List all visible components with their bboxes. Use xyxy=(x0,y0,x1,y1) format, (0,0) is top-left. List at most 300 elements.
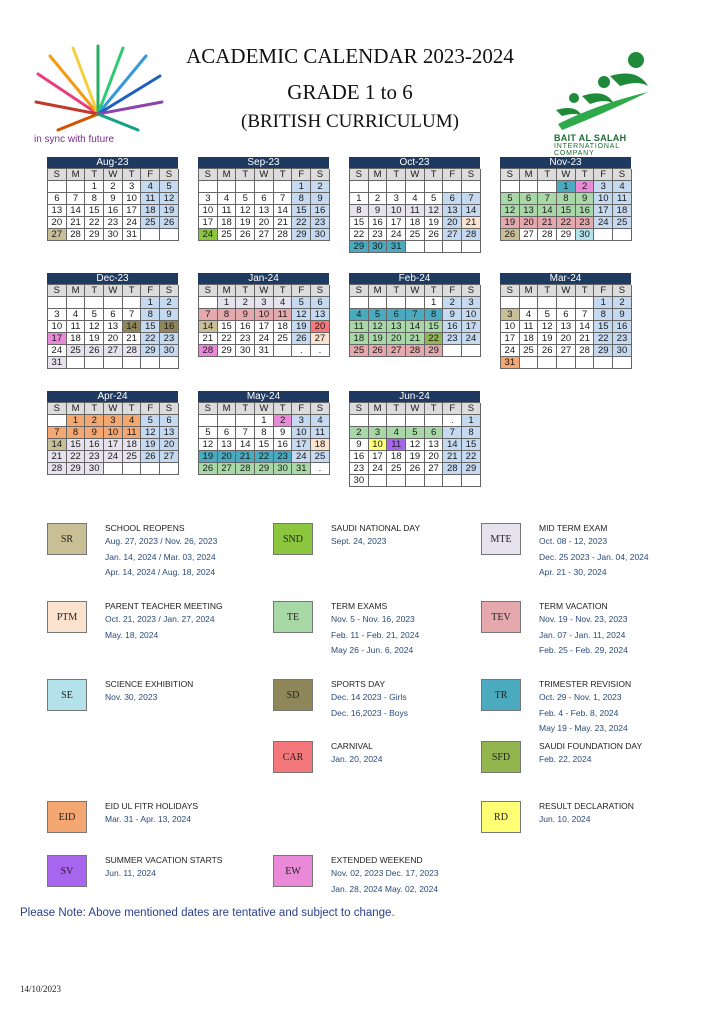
day-cell xyxy=(67,181,86,193)
day-cell: 13 xyxy=(311,309,330,321)
day-cell: 16 xyxy=(350,451,369,463)
day-cell: 4 xyxy=(613,181,632,193)
day-cell: 1 xyxy=(141,297,160,309)
day-cell xyxy=(501,181,520,193)
month-days xyxy=(198,168,329,241)
day-cell: 5 xyxy=(292,297,311,309)
weekday-label: T xyxy=(274,285,293,297)
day-cell: 6 xyxy=(557,309,576,321)
day-cell: 29 xyxy=(350,241,369,253)
weekday-label: S xyxy=(311,403,330,415)
day-cell xyxy=(557,357,576,369)
day-cell xyxy=(160,357,179,369)
weekday-label: M xyxy=(520,285,539,297)
weekday-label: S xyxy=(199,403,218,415)
day-cell: 3 xyxy=(199,193,218,205)
day-cell xyxy=(218,415,237,427)
day-cell: 8 xyxy=(350,205,369,217)
day-cell: 3 xyxy=(48,309,67,321)
day-cell: 18 xyxy=(613,205,632,217)
month-4 xyxy=(47,273,178,369)
day-cell: 13 xyxy=(218,439,237,451)
day-cell xyxy=(406,181,425,193)
day-cell xyxy=(123,357,142,369)
day-cell: 17 xyxy=(104,439,123,451)
day-cell: 19 xyxy=(369,333,388,345)
day-cell: 28 xyxy=(462,229,481,241)
day-cell: 9 xyxy=(576,193,595,205)
day-cell: 2 xyxy=(160,297,179,309)
day-cell: 13 xyxy=(48,205,67,217)
day-cell xyxy=(520,181,539,193)
day-cell: 17 xyxy=(501,333,520,345)
day-cell: 23 xyxy=(311,217,330,229)
day-cell xyxy=(387,181,406,193)
day-cell: 14 xyxy=(443,439,462,451)
day-cell: 29 xyxy=(67,463,86,475)
day-cell: 7 xyxy=(443,427,462,439)
day-cell: 17 xyxy=(462,321,481,333)
day-cell: 28 xyxy=(274,229,293,241)
day-cell xyxy=(67,357,86,369)
day-cell: 20 xyxy=(48,217,67,229)
day-cell: 7 xyxy=(274,193,293,205)
weekday-label: S xyxy=(350,403,369,415)
weekday-label: W xyxy=(104,285,123,297)
weekday-label: F xyxy=(292,169,311,181)
legend-date: Jan. 07 - Jan. 11, 2024 xyxy=(539,629,626,640)
day-cell xyxy=(255,181,274,193)
day-cell: 7 xyxy=(199,309,218,321)
weekday-label: M xyxy=(369,169,388,181)
day-cell: 11 xyxy=(350,321,369,333)
day-cell: 20 xyxy=(311,321,330,333)
day-cell: 31 xyxy=(292,463,311,475)
day-cell: 23 xyxy=(443,333,462,345)
legend-label: SUMMER VACATION STARTS xyxy=(105,855,223,865)
day-cell: 25 xyxy=(67,345,86,357)
day-cell xyxy=(350,181,369,193)
day-cell: 13 xyxy=(520,205,539,217)
day-cell: 27 xyxy=(520,229,539,241)
day-cell xyxy=(104,463,123,475)
day-cell: 18 xyxy=(141,205,160,217)
day-cell xyxy=(387,475,406,487)
weekday-label: T xyxy=(85,285,104,297)
day-cell: 25 xyxy=(613,217,632,229)
day-cell: 13 xyxy=(425,439,444,451)
day-cell: 12 xyxy=(236,205,255,217)
day-cell: 25 xyxy=(387,463,406,475)
weekday-label: F xyxy=(443,403,462,415)
day-cell xyxy=(123,463,142,475)
day-cell xyxy=(576,357,595,369)
day-cell: 29 xyxy=(141,345,160,357)
day-cell: 9 xyxy=(160,309,179,321)
day-cell: 20 xyxy=(104,333,123,345)
day-cell: 4 xyxy=(520,309,539,321)
day-cell: 25 xyxy=(141,217,160,229)
day-cell: 29 xyxy=(292,229,311,241)
day-cell xyxy=(236,181,255,193)
left-logo xyxy=(28,44,168,154)
day-cell: 10 xyxy=(594,193,613,205)
day-cell: . xyxy=(311,463,330,475)
day-cell: 3 xyxy=(594,181,613,193)
day-cell: 23 xyxy=(613,333,632,345)
day-cell: 12 xyxy=(425,205,444,217)
day-cell: 8 xyxy=(425,309,444,321)
legend-date: Oct. 21, 2023 / Jan. 27, 2024 xyxy=(105,614,215,624)
day-cell xyxy=(576,297,595,309)
day-cell: 21 xyxy=(576,333,595,345)
month-0 xyxy=(47,157,178,241)
day-cell xyxy=(199,181,218,193)
day-cell: 6 xyxy=(425,427,444,439)
day-cell: 24 xyxy=(369,463,388,475)
month-days xyxy=(500,284,631,369)
day-cell: 9 xyxy=(104,193,123,205)
day-cell: 17 xyxy=(292,439,311,451)
day-cell: 28 xyxy=(67,229,86,241)
day-cell: 14 xyxy=(274,205,293,217)
day-cell: 27 xyxy=(218,463,237,475)
day-cell: 5 xyxy=(369,309,388,321)
day-cell: 19 xyxy=(501,217,520,229)
day-cell: 22 xyxy=(425,333,444,345)
title-line-3: (BRITISH CURRICULUM) xyxy=(241,111,459,132)
day-cell: 13 xyxy=(557,321,576,333)
weekday-label: T xyxy=(425,403,444,415)
day-cell xyxy=(123,297,142,309)
day-cell: 1 xyxy=(425,297,444,309)
legend-label: SAUDI NATIONAL DAY xyxy=(331,523,421,533)
weekday-label: F xyxy=(141,285,160,297)
legend-label: MID TERM EXAM xyxy=(539,523,608,533)
figures-logo-icon xyxy=(548,46,658,131)
day-cell: 12 xyxy=(501,205,520,217)
weekday-label: S xyxy=(613,285,632,297)
day-cell xyxy=(199,297,218,309)
day-cell: 14 xyxy=(538,205,557,217)
day-cell: 27 xyxy=(255,229,274,241)
weekday-label: T xyxy=(236,285,255,297)
weekday-label: M xyxy=(218,285,237,297)
day-cell: 11 xyxy=(67,321,86,333)
day-cell: 12 xyxy=(292,309,311,321)
day-cell: . xyxy=(292,345,311,357)
month-days xyxy=(47,168,178,241)
day-cell xyxy=(538,181,557,193)
weekday-label: S xyxy=(350,169,369,181)
month-header: Jan-24 xyxy=(198,273,329,284)
day-cell: 26 xyxy=(85,345,104,357)
day-cell: . xyxy=(443,415,462,427)
day-cell xyxy=(141,463,160,475)
legend-date: Dec. 14 2023 - Girls xyxy=(331,692,407,702)
day-cell: 14 xyxy=(406,321,425,333)
day-cell: 10 xyxy=(48,321,67,333)
day-cell xyxy=(594,357,613,369)
weekday-label: T xyxy=(538,285,557,297)
day-cell: 19 xyxy=(85,333,104,345)
day-cell: 21 xyxy=(48,451,67,463)
legend-swatch: TEV xyxy=(481,601,521,633)
day-cell: 4 xyxy=(123,415,142,427)
weekday-label: F xyxy=(141,403,160,415)
weekday-label: S xyxy=(199,285,218,297)
day-cell: 1 xyxy=(594,297,613,309)
day-cell xyxy=(425,181,444,193)
day-cell: 4 xyxy=(218,193,237,205)
day-cell: 14 xyxy=(123,321,142,333)
weekday-label: S xyxy=(350,285,369,297)
day-cell: 10 xyxy=(123,193,142,205)
legend-date: Nov. 30, 2023 xyxy=(105,692,158,702)
day-cell xyxy=(443,181,462,193)
weekday-label: M xyxy=(218,169,237,181)
day-cell: 21 xyxy=(123,333,142,345)
day-cell: 11 xyxy=(406,205,425,217)
day-cell: 11 xyxy=(141,193,160,205)
day-cell: 2 xyxy=(613,297,632,309)
day-cell xyxy=(501,297,520,309)
day-cell: 11 xyxy=(311,427,330,439)
weekday-label: W xyxy=(255,169,274,181)
weekday-label: F xyxy=(443,169,462,181)
day-cell: 18 xyxy=(123,439,142,451)
weekday-label: S xyxy=(48,169,67,181)
day-cell: 28 xyxy=(406,345,425,357)
day-cell: 18 xyxy=(67,333,86,345)
legend-swatch: EW xyxy=(273,855,313,887)
legend-date: Jan. 20, 2024 xyxy=(331,754,383,764)
legend-date: Jun. 10, 2024 xyxy=(539,814,591,824)
legend-label: EXTENDED WEEKEND xyxy=(331,855,423,865)
day-cell: 2 xyxy=(274,415,293,427)
legend-date: Feb. 4 - Feb. 8, 2024 xyxy=(539,707,619,718)
day-cell: 1 xyxy=(557,181,576,193)
day-cell: 15 xyxy=(425,321,444,333)
day-cell: 28 xyxy=(576,345,595,357)
weekday-label: W xyxy=(255,403,274,415)
day-cell: 6 xyxy=(443,193,462,205)
day-cell: 20 xyxy=(218,451,237,463)
weekday-label: S xyxy=(160,285,179,297)
month-days xyxy=(349,284,480,357)
day-cell xyxy=(613,229,632,241)
legend-date: Mar. 31 - Apr. 13, 2024 xyxy=(105,814,192,824)
day-cell: 12 xyxy=(538,321,557,333)
day-cell: 3 xyxy=(104,415,123,427)
day-cell: 21 xyxy=(406,333,425,345)
day-cell: 7 xyxy=(123,309,142,321)
weekday-label: M xyxy=(369,285,388,297)
legend-label: CARNIVAL xyxy=(331,741,373,751)
day-cell: 5 xyxy=(85,309,104,321)
weekday-label: T xyxy=(85,169,104,181)
day-cell xyxy=(48,297,67,309)
legend-swatch: TR xyxy=(481,679,521,711)
day-cell xyxy=(85,297,104,309)
day-cell: 9 xyxy=(613,309,632,321)
day-cell: 30 xyxy=(576,229,595,241)
month-2 xyxy=(349,157,480,253)
day-cell: 11 xyxy=(387,439,406,451)
day-cell: 25 xyxy=(520,345,539,357)
day-cell: 29 xyxy=(425,345,444,357)
weekday-label: M xyxy=(520,169,539,181)
day-cell: 2 xyxy=(443,297,462,309)
day-cell: . xyxy=(311,345,330,357)
weekday-label: M xyxy=(67,169,86,181)
legend-date: Oct. 08 - 12, 2023 xyxy=(539,536,608,546)
day-cell xyxy=(160,463,179,475)
day-cell xyxy=(199,415,218,427)
day-cell: 7 xyxy=(236,427,255,439)
weekday-label: T xyxy=(576,169,595,181)
day-cell: 22 xyxy=(218,333,237,345)
day-cell: 23 xyxy=(369,229,388,241)
legend-date: Feb. 11 - Feb. 21, 2024 xyxy=(331,629,420,640)
day-cell: 24 xyxy=(387,229,406,241)
day-cell xyxy=(538,357,557,369)
day-cell: 15 xyxy=(218,321,237,333)
day-cell: 1 xyxy=(85,181,104,193)
month-days xyxy=(47,402,178,475)
day-cell: 19 xyxy=(538,333,557,345)
month-days xyxy=(198,284,329,357)
day-cell: 13 xyxy=(255,205,274,217)
day-cell: 22 xyxy=(141,333,160,345)
month-header: May-24 xyxy=(198,391,329,402)
day-cell: 8 xyxy=(462,427,481,439)
day-cell: 2 xyxy=(104,181,123,193)
legend-date: Feb. 22, 2024 xyxy=(539,754,592,764)
day-cell: 28 xyxy=(443,463,462,475)
day-cell: 27 xyxy=(160,451,179,463)
month-header: Oct-23 xyxy=(349,157,480,168)
day-cell: 19 xyxy=(406,451,425,463)
weekday-label: T xyxy=(387,169,406,181)
weekday-label: F xyxy=(443,285,462,297)
day-cell: 9 xyxy=(369,205,388,217)
legend-label: TRIMESTER REVISION xyxy=(539,679,632,689)
day-cell: 18 xyxy=(350,333,369,345)
day-cell: 4 xyxy=(141,181,160,193)
day-cell: 22 xyxy=(594,333,613,345)
day-cell: 23 xyxy=(104,217,123,229)
month-header: Sep-23 xyxy=(198,157,329,168)
day-cell xyxy=(425,415,444,427)
day-cell: 3 xyxy=(369,427,388,439)
legend-swatch: EID xyxy=(47,801,87,833)
day-cell: 18 xyxy=(520,333,539,345)
day-cell: 16 xyxy=(104,205,123,217)
day-cell: 21 xyxy=(236,451,255,463)
legend-date: Oct. 29 - Nov. 1, 2023 xyxy=(539,692,622,702)
day-cell: 19 xyxy=(199,451,218,463)
legend-date: May. 18, 2024 xyxy=(105,629,159,640)
legend-swatch: SD xyxy=(273,679,313,711)
day-cell: 3 xyxy=(123,181,142,193)
day-cell: 10 xyxy=(199,205,218,217)
day-cell: 6 xyxy=(311,297,330,309)
day-cell xyxy=(236,415,255,427)
day-cell: 25 xyxy=(311,451,330,463)
weekday-label: S xyxy=(48,403,67,415)
legend-date: Sept. 24, 2023 xyxy=(331,536,387,546)
day-cell: 24 xyxy=(48,345,67,357)
day-cell xyxy=(350,415,369,427)
month-header: Aug-23 xyxy=(47,157,178,168)
day-cell: 24 xyxy=(501,345,520,357)
day-cell: 1 xyxy=(255,415,274,427)
legend-swatch: RD xyxy=(481,801,521,833)
day-cell: 4 xyxy=(67,309,86,321)
month-8 xyxy=(47,391,178,475)
legend-label: SPORTS DAY xyxy=(331,679,386,689)
day-cell xyxy=(520,297,539,309)
day-cell: 20 xyxy=(425,451,444,463)
weekday-label: W xyxy=(255,285,274,297)
day-cell: 29 xyxy=(557,229,576,241)
weekday-label: T xyxy=(576,285,595,297)
day-cell: 5 xyxy=(538,309,557,321)
day-cell xyxy=(67,297,86,309)
day-cell xyxy=(443,241,462,253)
day-cell: 15 xyxy=(255,439,274,451)
legend-date: Jun. 11, 2024 xyxy=(105,868,156,878)
day-cell: 8 xyxy=(594,309,613,321)
day-cell: 29 xyxy=(85,229,104,241)
weekday-label: T xyxy=(538,169,557,181)
month-days xyxy=(198,402,329,475)
day-cell: 3 xyxy=(255,297,274,309)
day-cell xyxy=(425,475,444,487)
day-cell: 24 xyxy=(255,333,274,345)
day-cell xyxy=(48,415,67,427)
day-cell: 20 xyxy=(255,217,274,229)
legend-date: Dec. 25 2023 - Jan. 04, 2024 xyxy=(539,551,649,562)
print-date: 14/10/2023 xyxy=(20,984,62,994)
day-cell xyxy=(613,357,632,369)
month-header: Mar-24 xyxy=(500,273,631,284)
day-cell: 7 xyxy=(462,193,481,205)
day-cell: 27 xyxy=(425,463,444,475)
day-cell: 18 xyxy=(387,451,406,463)
day-cell: 16 xyxy=(369,217,388,229)
day-cell: 29 xyxy=(218,345,237,357)
day-cell xyxy=(387,297,406,309)
legend-swatch: SND xyxy=(273,523,313,555)
day-cell: 14 xyxy=(199,321,218,333)
day-cell: 29 xyxy=(255,463,274,475)
day-cell: 15 xyxy=(594,321,613,333)
day-cell: 25 xyxy=(123,451,142,463)
day-cell: 31 xyxy=(255,345,274,357)
day-cell: 15 xyxy=(350,217,369,229)
day-cell: 15 xyxy=(462,439,481,451)
weekday-label: M xyxy=(218,403,237,415)
weekday-label: S xyxy=(462,285,481,297)
day-cell: 21 xyxy=(199,333,218,345)
day-cell: 24 xyxy=(199,229,218,241)
day-cell: 6 xyxy=(160,415,179,427)
day-cell: 18 xyxy=(218,217,237,229)
month-header: Dec-23 xyxy=(47,273,178,284)
day-cell: 29 xyxy=(594,345,613,357)
